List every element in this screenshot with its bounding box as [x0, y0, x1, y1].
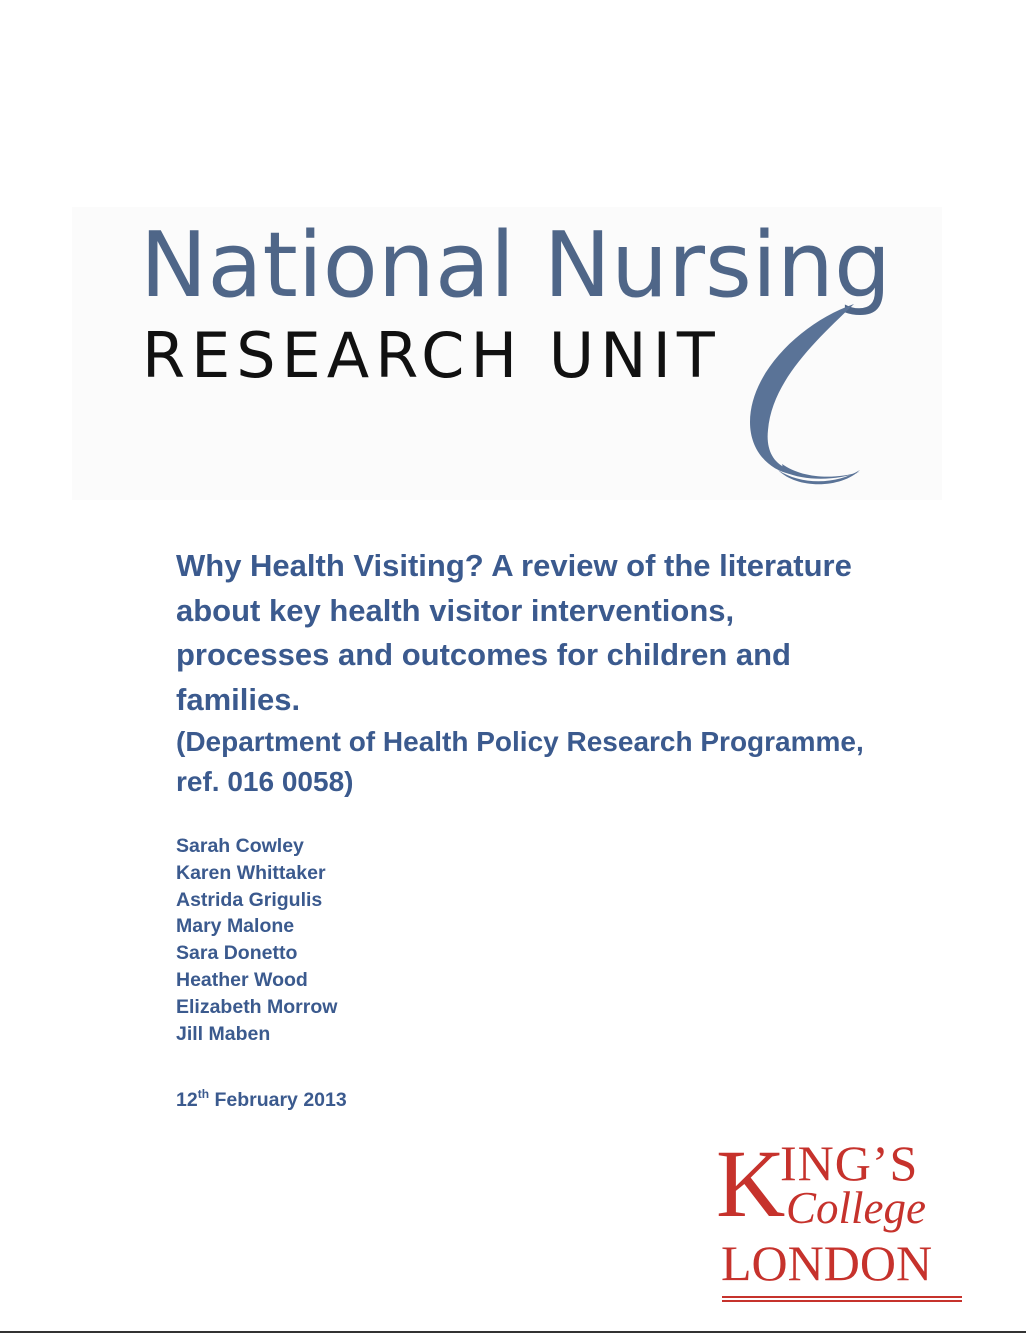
nnru-swoosh-icon	[742, 302, 872, 487]
author-name: Heather Wood	[176, 968, 308, 991]
author-name: Astrida Grigulis	[176, 888, 323, 911]
author-name: Sara Donetto	[176, 942, 298, 965]
date-ordinal-suffix: th	[197, 1087, 210, 1101]
author-name: Jill Maben	[176, 1022, 271, 1045]
kcl-logo-london: LONDON	[721, 1235, 933, 1291]
kcl-logo-rule	[722, 1296, 962, 1302]
nnru-logo-line1: National Nursing	[140, 213, 892, 318]
nnru-logo-line2: RESEARCH UNIT	[142, 319, 721, 392]
kcl-logo-k: K	[716, 1130, 786, 1237]
author-name: Sarah Cowley	[176, 835, 304, 857]
author-name: Karen Whittaker	[176, 861, 326, 884]
author-name: Mary Malone	[176, 915, 295, 938]
publication-date	[176, 1086, 347, 1114]
nnru-logo-banner	[72, 207, 942, 500]
author-list	[176, 833, 337, 1047]
kcl-logo-ings: ING’S	[780, 1135, 919, 1191]
page-bottom-border	[0, 1331, 1026, 1333]
kcl-logo-college: College	[786, 1183, 926, 1233]
report-title: Why Health Visiting? A review of the literature about key health visitor interventions, processes and outcomes for children and families.	[176, 548, 852, 717]
report-subtitle: (Department of Health Policy Research Programme, ref. 016 0058)	[176, 726, 864, 797]
date-month-year: February 2013	[209, 1089, 347, 1111]
date-day: 12	[176, 1089, 198, 1111]
kings-college-london-logo	[716, 1130, 966, 1304]
author-name: Elizabeth Morrow	[176, 995, 338, 1018]
